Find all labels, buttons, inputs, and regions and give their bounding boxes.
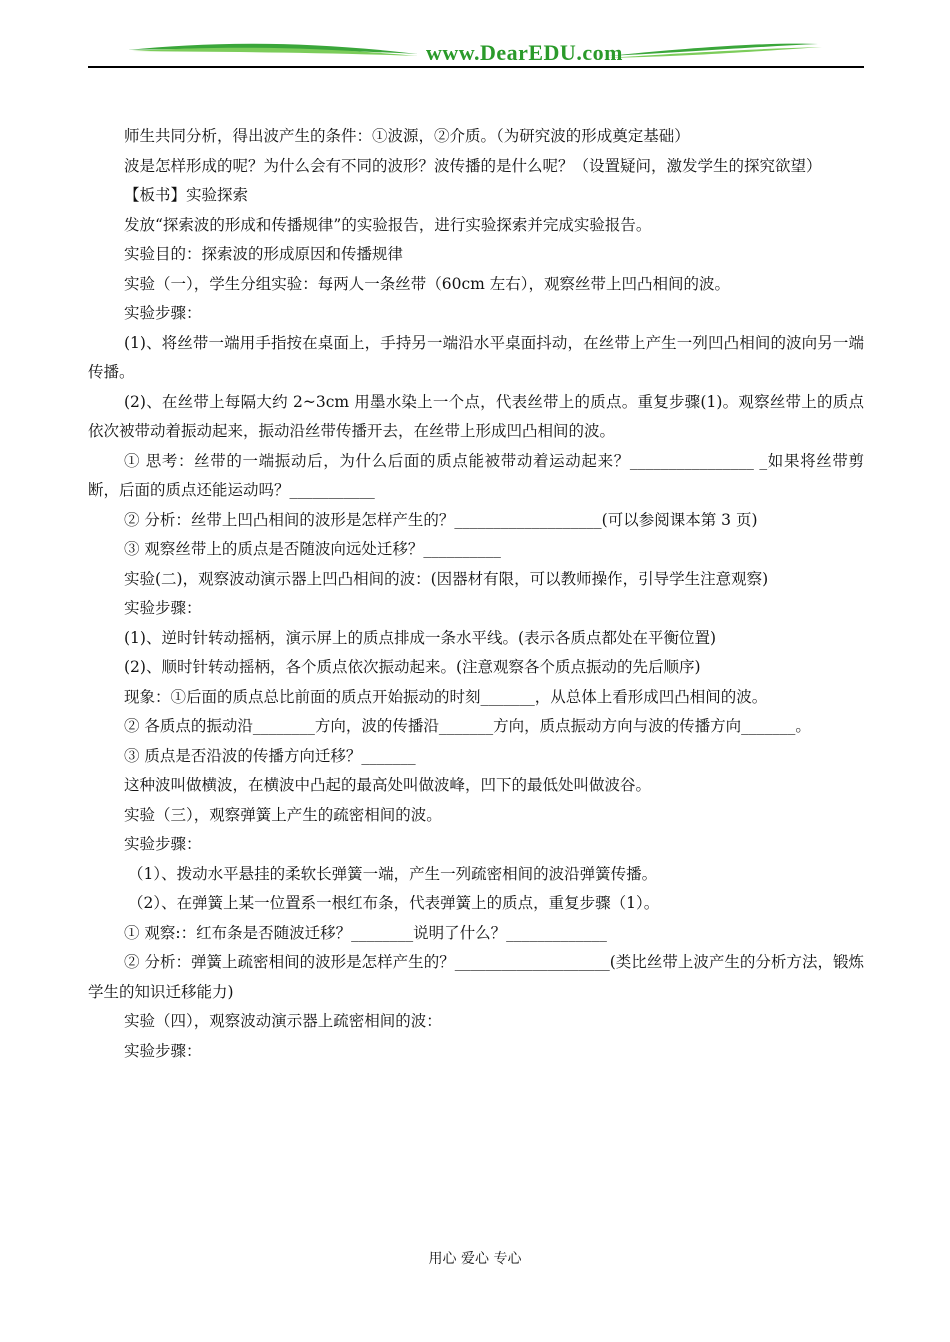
paragraph: 师生共同分析，得出波产生的条件：①波源，②介质。（为研究波的形成奠定基础）: [124, 127, 690, 145]
paragraph: ① 观察:：红布条是否随波迁移？________说明了什么？_____________: [124, 923, 607, 942]
header-divider: [88, 66, 864, 68]
paragraph: (1)、将丝带一端用手指按在桌面上，手持另一端沿水平桌面抖动，在丝带上产生一列凹凸相间的波向另一端传播。: [88, 333, 864, 381]
paragraph: ③ 质点是否沿波的传播方向迁移？_______: [124, 746, 416, 765]
document-body: [88, 122, 864, 1066]
paragraph: 这种波叫做横波，在横波中凸起的最高处叫做波峰，凹下的最低处叫做波谷。: [124, 776, 652, 794]
paragraph: (2)、在丝带上每隔大约 2~3cm 用墨水染上一个点，代表丝带上的质点。重复步骤(1)。观察丝带上的质点依次被带动着振动起来，振动沿丝带传播开去，在丝带上形成凹凸相间的波。: [88, 392, 864, 440]
paragraph: ② 各质点的振动沿________方向，波的传播沿_______方向，质点振动方向与波的传播方向_______。: [124, 717, 811, 735]
paragraph: 实验步骤：: [124, 599, 202, 617]
paragraph: 实验步骤：: [124, 1041, 202, 1060]
paragraph: 【板书】实验探索: [124, 186, 249, 204]
paragraph: （2）、在弹簧上某一位置系一根红布条，代表弹簧上的质点，重复步骤（1）。: [128, 894, 660, 912]
paragraph: 实验（三），观察弹簧上产生的疏密相间的波。: [124, 805, 442, 824]
paragraph: 实验目的：探索波的形成原因和传播规律: [124, 245, 404, 263]
paragraph: 实验（一），学生分组实验：每两人一条丝带（60cm 左右），观察丝带上凹凸相间的波。: [124, 274, 731, 293]
paragraph: ② 分析：丝带上凹凸相间的波形是怎样产生的？___________________(可以参阅课本第 3 页): [124, 510, 758, 529]
site-logo-text: www.DearEDU.com: [426, 40, 623, 65]
paragraph: ③ 观察丝带上的质点是否随波向远处迁移？__________: [124, 540, 501, 558]
page-footer: 用心 爱心 专心: [428, 1251, 522, 1267]
paragraph: (2)、顺时针转动摇柄，各个质点依次振动起来。(注意观察各个质点振动的先后顺序): [124, 658, 701, 676]
paragraph: 波是怎样形成的呢？为什么会有不同的波形？波传播的是什么呢？（设置疑问，激发学生的探究欲望）: [124, 156, 822, 175]
paragraph: 实验(二)，观察波动演示器上凹凸相间的波：(因器材有限，可以教师操作，引导学生注意观察): [124, 569, 769, 588]
paragraph: 实验步骤：: [124, 304, 202, 322]
paragraph: 发放“探索波的形成和传播规律”的实验报告，进行实验探索并完成实验报告。: [124, 215, 652, 234]
page-header: [88, 36, 864, 70]
paragraph: ① 思考：丝带的一端振动后，为什么后面的质点能被带动着运动起来？________________ _如果将丝带剪断，后面的质点还能运动吗？___________: [88, 451, 864, 499]
paragraph: 实验步骤：: [124, 835, 202, 853]
paragraph: 实验（四），观察波动演示器上疏密相间的波：: [124, 1012, 442, 1030]
paragraph: (1)、逆时针转动摇柄，演示屏上的质点排成一条水平线。(表示各质点都处在平衡位置): [124, 628, 717, 647]
paragraph: （1）、拨动水平悬挂的柔软长弹簧一端，产生一列疏密相间的波沿弹簧传播。: [128, 864, 658, 883]
paragraph: ② 分析：弹簧上疏密相间的波形是怎样产生的？____________________(类比丝带上波产生的分析方法，锻炼学生的知识迁移能力): [88, 953, 864, 1001]
paragraph: 现象：①后面的质点总比前面的质点开始振动的时刻_______，从总体上看形成凹凸相间的波。: [124, 687, 768, 706]
